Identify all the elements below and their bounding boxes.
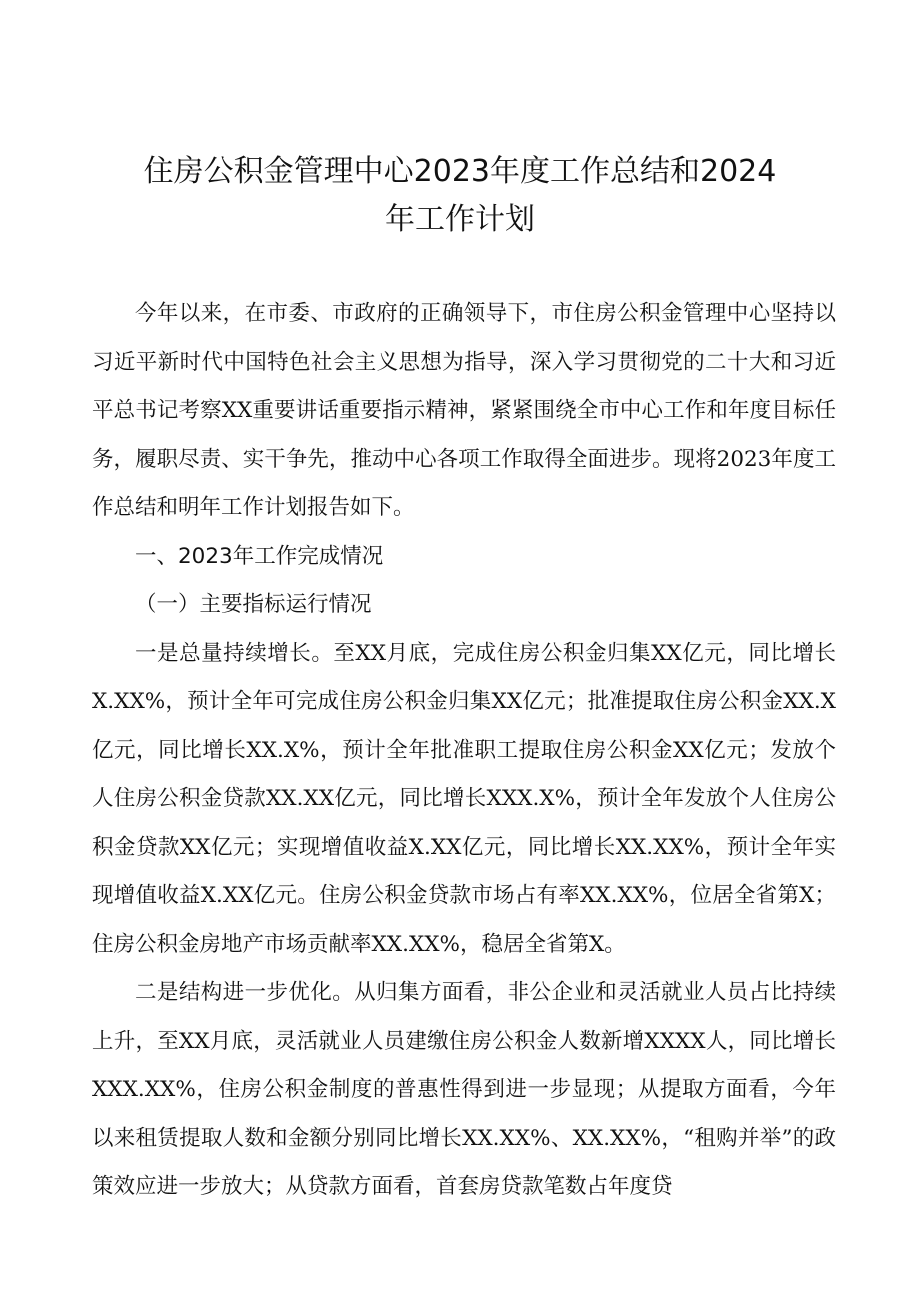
paragraph-structure-optimization: 二是结构进一步优化。从归集方面看，非公企业和灵活就业人员占比持续上升，至XX月底，灵活就业人员建缴住房公积金人数新增XXXX人，同比增长XXX.XX%，住房公积金制度的普惠性得到进一步显现；从提取方面看，今年以来租赁提取人数和金额分别同比增长XX.XX%、XX.XX%，“租购并举”的政策效应进一步放大；从贷款方面看，首套房贷款笔数占年度贷	[92, 980, 836, 1199]
section-1-heading: 一、2023年工作完成情况	[135, 543, 384, 569]
paragraph-total-growth: 一是总量持续增长。至XX月底，完成住房公积金归集XX亿元，同比增长X.XX%，预计全年可完成住房公积金归集XX亿元；批准提取住房公积金XX.X亿元，同比增长XX.X%，预计全年批准职工提取住房公积金XX亿元；发放个人住房公积金贷款XX.XX亿元，同比增长XXX.X%，预计全年发放个人住房公积金贷款XX亿元；实现增值收益X.XX亿元，同比增长XX.XX%，预计全年实现增值收益X.XX亿元。住房公积金贷款市场占有率XX.XX%，位居全省第X；住房公积金房地产市场贡献率XX.XX%，稳居全省第X。	[92, 640, 836, 957]
title-line-2: 年工作计划	[385, 202, 535, 237]
document-body	[92, 290, 836, 1212]
subsection-1-heading: （一）主要指标运行情况	[135, 592, 372, 617]
document-title	[80, 148, 840, 244]
intro-paragraph: 今年以来，在市委、市政府的正确领导下，市住房公积金管理中心坚持以习近平新时代中国特色社会主义思想为指导，深入学习贯彻党的二十大和习近平总书记考察XX重要讲话重要指示精神，紧紧围绕全市中心工作和年度目标任务，履职尽责、实干争先，推动中心各项工作取得全面进步。现将2023年度工作总结和明年工作计划报告如下。	[92, 301, 836, 520]
title-line-1: 住房公积金管理中心2023年度工作总结和2024	[143, 154, 777, 189]
